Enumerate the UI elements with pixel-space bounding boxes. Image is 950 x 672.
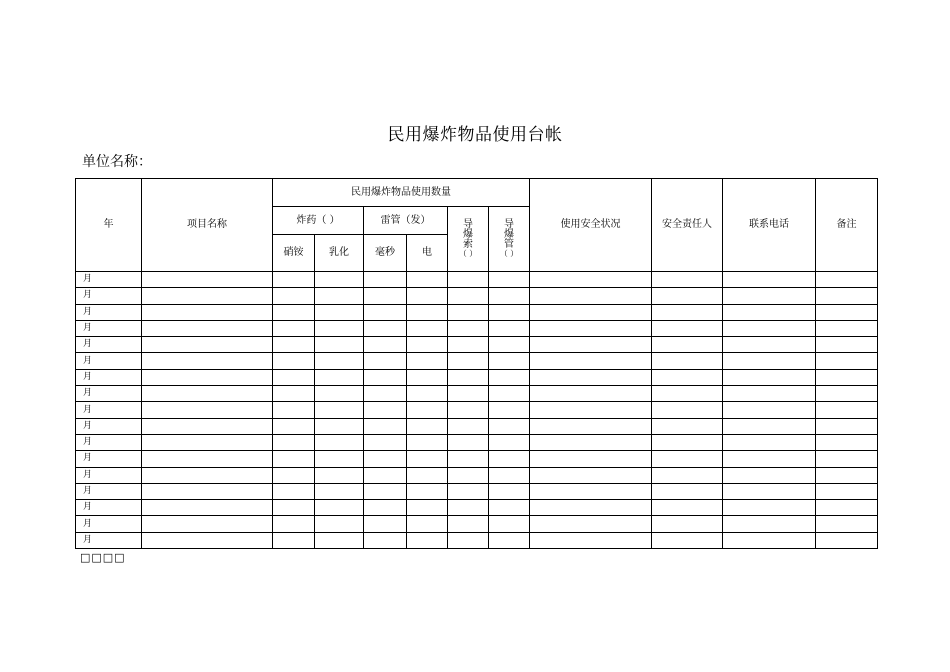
entry-cell[interactable]	[142, 418, 273, 434]
entry-cell[interactable]	[816, 418, 878, 434]
month-cell: 月	[76, 272, 142, 288]
entry-cell[interactable]	[652, 434, 723, 450]
header-detonating-tube-unit: （ ）	[499, 249, 519, 258]
table-row	[76, 500, 878, 516]
entry-cell[interactable]	[489, 337, 530, 353]
entry-cell[interactable]	[142, 272, 273, 288]
entry-cell[interactable]	[816, 500, 878, 516]
entry-cell[interactable]	[315, 288, 364, 304]
table-row	[76, 337, 878, 353]
entry-cell[interactable]	[364, 483, 407, 499]
entry-cell[interactable]	[652, 516, 723, 532]
entry-cell[interactable]	[273, 337, 315, 353]
entry-cell[interactable]	[652, 272, 723, 288]
entry-cell[interactable]	[816, 304, 878, 320]
entry-cell[interactable]	[530, 402, 652, 418]
entry-cell[interactable]	[652, 320, 723, 336]
entry-cell[interactable]	[315, 320, 364, 336]
header-detonating-cord-unit: （ ）	[458, 249, 478, 258]
entry-cell[interactable]	[364, 418, 407, 434]
entry-cell[interactable]	[489, 434, 530, 450]
entry-cell[interactable]	[315, 418, 364, 434]
entry-cell[interactable]	[448, 434, 489, 450]
entry-cell[interactable]	[448, 532, 489, 548]
entry-cell[interactable]	[816, 516, 878, 532]
month-cell: 月	[76, 288, 142, 304]
entry-cell[interactable]	[448, 451, 489, 467]
header-detonating-tube-char: 爆	[504, 229, 515, 240]
entry-cell[interactable]	[530, 516, 652, 532]
entry-cell[interactable]	[723, 320, 816, 336]
entry-cell[interactable]	[489, 288, 530, 304]
entry-cell[interactable]	[273, 516, 315, 532]
month-cell: 月	[76, 369, 142, 385]
entry-cell[interactable]	[652, 483, 723, 499]
entry-cell[interactable]	[723, 369, 816, 385]
entry-cell[interactable]	[530, 320, 652, 336]
entry-cell[interactable]	[273, 272, 315, 288]
entry-cell[interactable]	[315, 272, 364, 288]
entry-cell[interactable]	[723, 353, 816, 369]
entry-cell[interactable]	[530, 288, 652, 304]
entry-cell[interactable]	[816, 532, 878, 548]
month-cell: 月	[76, 451, 142, 467]
entry-cell[interactable]	[723, 483, 816, 499]
entry-cell[interactable]	[273, 451, 315, 467]
footer-text: □□□□	[80, 551, 126, 564]
entry-cell[interactable]	[816, 451, 878, 467]
header-remarks: 备注	[816, 179, 878, 272]
entry-cell[interactable]	[530, 337, 652, 353]
entry-cell[interactable]	[652, 353, 723, 369]
entry-cell[interactable]	[273, 320, 315, 336]
entry-cell[interactable]	[142, 532, 273, 548]
table-row	[76, 288, 878, 304]
month-cell: 月	[76, 516, 142, 532]
entry-cell[interactable]	[364, 434, 407, 450]
table-row	[76, 369, 878, 385]
entry-cell[interactable]	[142, 304, 273, 320]
entry-cell[interactable]	[407, 467, 448, 483]
month-cell: 月	[76, 483, 142, 499]
entry-cell[interactable]	[448, 483, 489, 499]
table-row	[76, 320, 878, 336]
header-phone: 联系电话	[723, 179, 816, 272]
entry-cell[interactable]	[448, 320, 489, 336]
entry-cell[interactable]	[530, 353, 652, 369]
entry-cell[interactable]	[723, 272, 816, 288]
entry-cell[interactable]	[364, 467, 407, 483]
table-row	[76, 532, 878, 548]
entry-cell[interactable]	[407, 402, 448, 418]
entry-cell[interactable]	[315, 467, 364, 483]
entry-cell[interactable]	[530, 304, 652, 320]
entry-cell[interactable]	[816, 369, 878, 385]
table-row	[76, 483, 878, 499]
entry-cell[interactable]	[816, 272, 878, 288]
entry-cell[interactable]	[364, 272, 407, 288]
header-emulsion: 乳化	[315, 235, 364, 272]
entry-cell[interactable]	[142, 451, 273, 467]
entry-cell[interactable]	[315, 451, 364, 467]
header-safety-status: 使用安全状况	[530, 179, 652, 272]
entry-cell[interactable]	[530, 532, 652, 548]
header-project-name: 项目名称	[142, 179, 273, 272]
entry-cell[interactable]	[364, 369, 407, 385]
entry-cell[interactable]	[489, 516, 530, 532]
entry-cell[interactable]	[816, 467, 878, 483]
entry-cell[interactable]	[364, 320, 407, 336]
entry-cell[interactable]	[723, 337, 816, 353]
entry-cell[interactable]	[448, 467, 489, 483]
entry-cell[interactable]	[723, 532, 816, 548]
entry-cell[interactable]	[448, 386, 489, 402]
entry-cell[interactable]	[723, 418, 816, 434]
month-cell: 月	[76, 418, 142, 434]
entry-cell[interactable]	[652, 304, 723, 320]
entry-cell[interactable]	[489, 272, 530, 288]
month-cell: 月	[76, 434, 142, 450]
month-cell: 月	[76, 532, 142, 548]
entry-cell[interactable]	[142, 402, 273, 418]
month-cell: 月	[76, 353, 142, 369]
entry-cell[interactable]	[489, 304, 530, 320]
entry-cell[interactable]	[407, 434, 448, 450]
header-safety-person: 安全责任人	[652, 179, 723, 272]
table-row	[76, 418, 878, 434]
entry-cell[interactable]	[315, 304, 364, 320]
entry-cell[interactable]	[530, 434, 652, 450]
header-detonating-cord-char: 索	[463, 239, 473, 250]
entry-cell[interactable]	[530, 369, 652, 385]
entry-cell[interactable]	[364, 386, 407, 402]
header-detonating-tube-char: 导	[504, 219, 515, 230]
entry-cell[interactable]	[448, 516, 489, 532]
entry-cell[interactable]	[652, 288, 723, 304]
entry-cell[interactable]	[407, 288, 448, 304]
entry-cell[interactable]	[142, 369, 273, 385]
page-title: 民用爆炸物品使用台帐	[387, 125, 563, 145]
entry-cell[interactable]	[364, 337, 407, 353]
entry-cell[interactable]	[142, 483, 273, 499]
entry-cell[interactable]	[273, 418, 315, 434]
entry-cell[interactable]	[489, 418, 530, 434]
entry-cell[interactable]	[273, 402, 315, 418]
entry-cell[interactable]	[364, 304, 407, 320]
entry-cell[interactable]	[407, 516, 448, 532]
header-detonating-cord-char: 爆	[463, 229, 473, 240]
table-row	[76, 516, 878, 532]
entry-cell[interactable]	[315, 402, 364, 418]
entry-cell[interactable]	[816, 483, 878, 499]
month-cell: 月	[76, 337, 142, 353]
table-row	[76, 451, 878, 467]
entry-cell[interactable]	[489, 467, 530, 483]
entry-cell[interactable]	[489, 483, 530, 499]
entry-cell[interactable]	[448, 500, 489, 516]
unit-name-label: 单位名称：	[82, 154, 152, 170]
entry-cell[interactable]	[273, 304, 315, 320]
header-detonating-tube	[489, 207, 530, 272]
entry-cell[interactable]	[530, 500, 652, 516]
entry-cell[interactable]	[816, 434, 878, 450]
entry-cell[interactable]	[315, 353, 364, 369]
entry-cell[interactable]	[723, 402, 816, 418]
month-cell: 月	[76, 386, 142, 402]
entry-cell[interactable]	[448, 337, 489, 353]
entry-cell[interactable]	[273, 532, 315, 548]
entry-cell[interactable]	[816, 288, 878, 304]
entry-cell[interactable]	[489, 451, 530, 467]
entry-cell[interactable]	[407, 532, 448, 548]
table-row	[76, 434, 878, 450]
entry-cell[interactable]	[142, 516, 273, 532]
entry-cell[interactable]	[723, 500, 816, 516]
entry-cell[interactable]	[652, 337, 723, 353]
entry-cell[interactable]	[530, 418, 652, 434]
entry-cell[interactable]	[652, 402, 723, 418]
entry-cell[interactable]	[652, 369, 723, 385]
entry-cell[interactable]	[273, 386, 315, 402]
entry-cell[interactable]	[448, 272, 489, 288]
entry-cell[interactable]	[273, 467, 315, 483]
entry-cell[interactable]	[448, 402, 489, 418]
entry-cell[interactable]	[142, 320, 273, 336]
table-row	[76, 353, 878, 369]
entry-cell[interactable]	[364, 402, 407, 418]
entry-cell[interactable]	[273, 288, 315, 304]
header-detonating-cord-char: 导	[463, 219, 473, 230]
entry-cell[interactable]	[723, 288, 816, 304]
header-detonating-tube-char: 管	[504, 239, 515, 250]
entry-cell[interactable]	[273, 500, 315, 516]
entry-cell[interactable]	[530, 272, 652, 288]
entry-cell[interactable]	[364, 451, 407, 467]
header-electric: 电	[407, 235, 448, 272]
month-cell: 月	[76, 304, 142, 320]
entry-cell[interactable]	[816, 386, 878, 402]
entry-cell[interactable]	[142, 500, 273, 516]
header-year: 年	[76, 179, 142, 272]
entry-cell[interactable]	[364, 353, 407, 369]
entry-cell[interactable]	[489, 532, 530, 548]
month-cell: 月	[76, 467, 142, 483]
entry-cell[interactable]	[530, 467, 652, 483]
entry-cell[interactable]	[142, 386, 273, 402]
entry-cell[interactable]	[407, 272, 448, 288]
month-cell: 月	[76, 320, 142, 336]
ledger-table	[75, 178, 878, 549]
month-cell: 月	[76, 402, 142, 418]
header-usage-quantity: 民用爆炸物品使用数量	[273, 179, 530, 207]
entry-cell[interactable]	[723, 434, 816, 450]
entry-cell[interactable]	[652, 418, 723, 434]
entry-cell[interactable]	[652, 532, 723, 548]
entry-cell[interactable]	[407, 320, 448, 336]
entry-cell[interactable]	[407, 451, 448, 467]
entry-cell[interactable]	[448, 353, 489, 369]
entry-cell[interactable]	[448, 418, 489, 434]
entry-cell[interactable]	[816, 353, 878, 369]
table-row	[76, 272, 878, 288]
entry-cell[interactable]	[489, 402, 530, 418]
entry-cell[interactable]	[315, 434, 364, 450]
entry-cell[interactable]	[315, 369, 364, 385]
entry-cell[interactable]	[489, 500, 530, 516]
entry-cell[interactable]	[273, 483, 315, 499]
entry-cell[interactable]	[448, 369, 489, 385]
entry-cell[interactable]	[407, 369, 448, 385]
entry-cell[interactable]	[816, 402, 878, 418]
entry-cell[interactable]	[315, 516, 364, 532]
entry-cell[interactable]	[489, 320, 530, 336]
entry-cell[interactable]	[407, 386, 448, 402]
entry-cell[interactable]	[530, 451, 652, 467]
entry-cell[interactable]	[723, 451, 816, 467]
entry-cell[interactable]	[315, 386, 364, 402]
entry-cell[interactable]	[142, 288, 273, 304]
entry-cell[interactable]	[816, 320, 878, 336]
entry-cell[interactable]	[723, 467, 816, 483]
entry-cell[interactable]	[530, 386, 652, 402]
entry-cell[interactable]	[273, 369, 315, 385]
entry-cell[interactable]	[723, 386, 816, 402]
entry-cell[interactable]	[489, 386, 530, 402]
table-row	[76, 467, 878, 483]
table-row	[76, 402, 878, 418]
entry-cell[interactable]	[315, 337, 364, 353]
month-cell: 月	[76, 500, 142, 516]
entry-cell[interactable]	[407, 337, 448, 353]
entry-cell[interactable]	[407, 353, 448, 369]
entry-cell[interactable]	[315, 532, 364, 548]
entry-cell[interactable]	[489, 369, 530, 385]
table-row	[76, 304, 878, 320]
entry-cell[interactable]	[364, 288, 407, 304]
entry-cell[interactable]	[652, 451, 723, 467]
entry-cell[interactable]	[407, 483, 448, 499]
entry-cell[interactable]	[142, 337, 273, 353]
entry-cell[interactable]	[723, 304, 816, 320]
entry-cell[interactable]	[489, 353, 530, 369]
entry-cell[interactable]	[407, 500, 448, 516]
entry-cell[interactable]	[142, 434, 273, 450]
header-explosive: 炸药（ ）	[273, 207, 364, 235]
entry-cell[interactable]	[652, 500, 723, 516]
entry-cell[interactable]	[142, 467, 273, 483]
entry-cell[interactable]	[364, 532, 407, 548]
entry-cell[interactable]	[448, 304, 489, 320]
header-millisecond: 毫秒	[364, 235, 407, 272]
header-detonator: 雷管（发）	[364, 207, 448, 235]
entry-cell[interactable]	[723, 516, 816, 532]
entry-cell[interactable]	[652, 467, 723, 483]
entry-cell[interactable]	[315, 483, 364, 499]
entry-cell[interactable]	[273, 434, 315, 450]
entry-cell[interactable]	[364, 516, 407, 532]
entry-cell[interactable]	[407, 304, 448, 320]
header-detonating-cord	[448, 207, 489, 272]
entry-cell[interactable]	[530, 483, 652, 499]
entry-cell[interactable]	[407, 418, 448, 434]
entry-cell[interactable]	[142, 353, 273, 369]
entry-cell[interactable]	[315, 500, 364, 516]
entry-cell[interactable]	[448, 288, 489, 304]
entry-cell[interactable]	[364, 500, 407, 516]
entry-cell[interactable]	[273, 353, 315, 369]
table-row	[76, 386, 878, 402]
entry-cell[interactable]	[652, 386, 723, 402]
entry-cell[interactable]	[816, 337, 878, 353]
header-ammonium-nitrate: 硝铵	[273, 235, 315, 272]
